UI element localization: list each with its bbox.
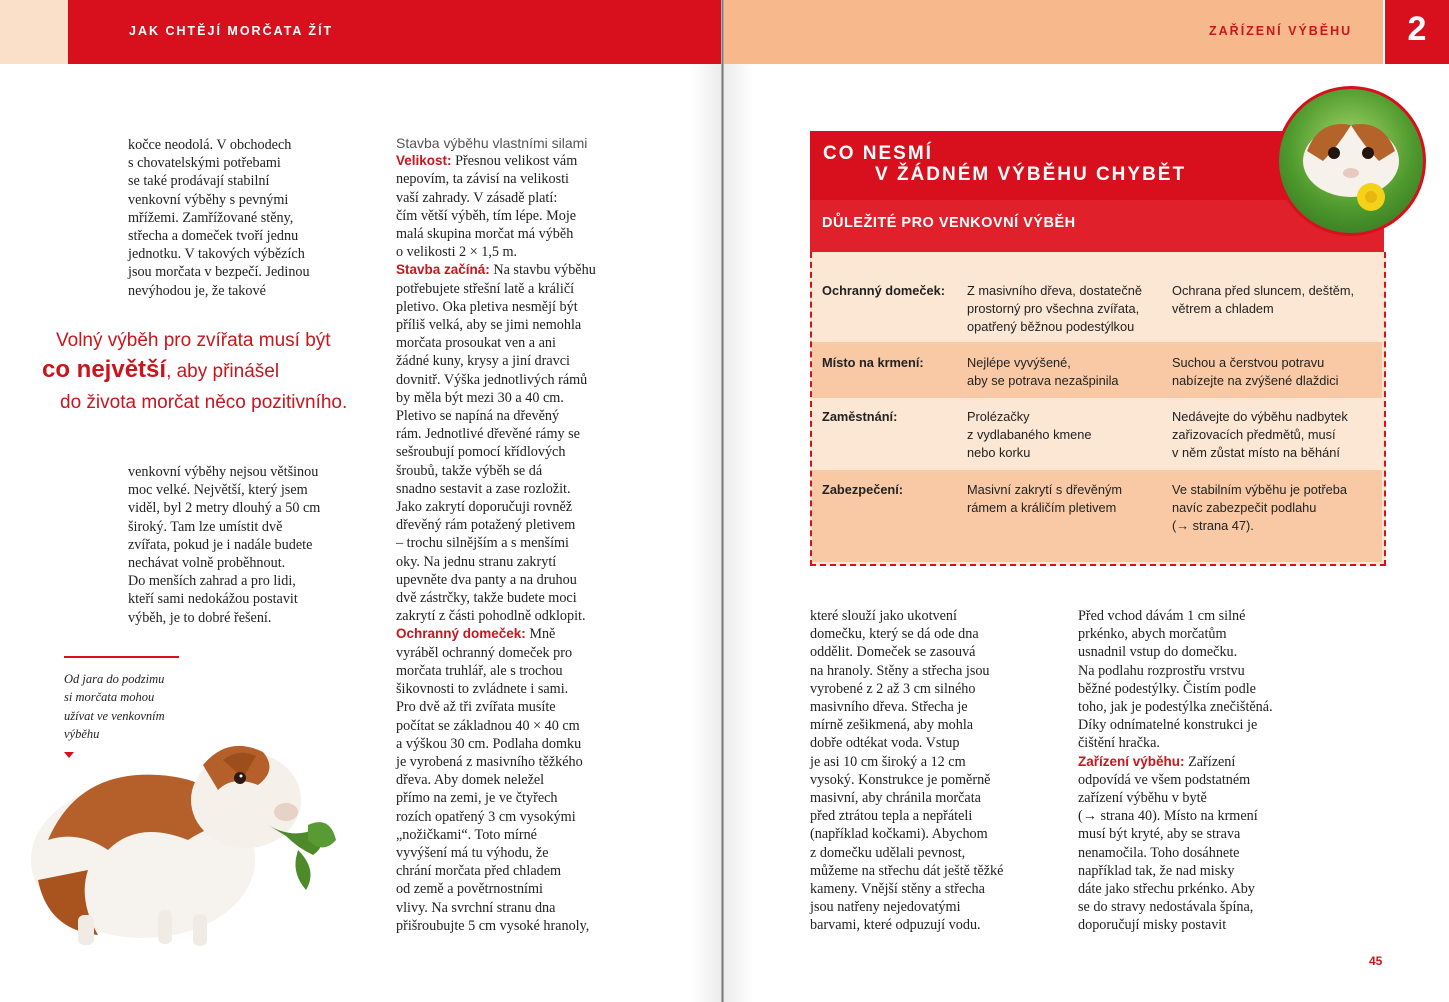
text-line: oky. Na jednu stranu zakrytí [396,553,557,570]
text-line: by měla být mezi 30 a 40 cm. [396,389,564,406]
text-line: o velikosti 2 × 1,5 m. [396,244,518,261]
text-line: malá skupina morčat má výběh [396,226,574,243]
text-line: běžné podestýlky. Čistím podle [1078,680,1256,697]
text-line: s chovatelskými potřebami [128,155,281,172]
paragraph-velikost-lines [396,153,626,261]
paragraph-domecek-lines [396,626,626,934]
text-line: moc velké. Největší, který jsem [128,482,308,499]
text-line: vlivy. Na svrchní stranu dna [396,899,556,916]
text-line: dáte jako střechu prkénko. Aby [1078,881,1255,898]
text-line: (→ strana 47). [1172,518,1254,533]
text-line: se také prodávají stabilní [128,173,270,190]
section-heading: Stavba výběhu vlastními silami [396,135,588,151]
running-head-left: JAK CHTĚJÍ MORČATA ŽÍT [129,24,334,38]
text-line: od země a povětrnostními [396,881,543,898]
text-line: dřevěný rám potažený pletivem [396,517,576,534]
text-line: (například kočkami). Abychom [810,826,988,843]
header-left-accent [0,0,68,64]
text-line: jsou natřeny nejedovatými [810,899,961,916]
text-line: Do menších zahrad a pro lidi, [128,573,296,590]
table-cell-col3 [1172,408,1348,462]
pull-quote-emphasis: co největší [42,356,167,383]
text-line: výběh, je to dobré řešení. [128,609,272,626]
table-row-label: Zabezpečení: [822,482,904,497]
text-line: je vyrobená z masivního těžkého [396,753,583,770]
text-line: příliš velká, aby se jimi nemohla [396,317,582,334]
text-line: prostorný pro všechna zvířata, [967,301,1140,316]
text-line: široký. Tam lze umístit dvě [128,518,283,535]
text-line: kteří sami nedokážou postavit [128,591,298,608]
text-line: výběhu [64,726,100,741]
text-line: si morčata mohou [64,690,155,705]
text-line: čištění hračka. [1078,735,1160,752]
text-line: Pro dvě až tři zvířata musíte [396,699,556,716]
right-col2-top-lines [1078,607,1328,753]
text-line: dvě zástrčky, takže budete moci [396,590,577,607]
infobox-subtitle: DŮLEŽITÉ PRO VENKOVNÍ VÝBĚH [822,215,1076,231]
text-line: střecha a domeček tvoří jednu [128,228,299,245]
text-line: jednotku. V takových výbězích [128,246,305,263]
text-line: venkovní výběhy s pevnými [128,191,289,208]
text-line: vyrobené z 2 až 3 cm silného [810,680,976,697]
text-line: Na podlahu rozprostřu vrstvu [1078,662,1245,679]
pull-quote-line2 [42,356,279,384]
text-line: Ve stabilním výběhu je potřeba [1172,482,1348,497]
text-line: je asi 10 cm široký a 12 cm [810,753,966,770]
text-line: zakrytí z části pohodlně odklopit. [396,608,586,625]
right-col2 [1078,607,1328,935]
text-line: Prolézačky [967,409,1030,424]
text-line: zařizovacích předmětů, musí [1172,427,1336,442]
text-line: morčata truhlář, ale s trochou [396,662,563,679]
text-line: Na stavbu výběhu [489,262,596,279]
table-cell-col3 [1172,481,1347,535]
caption-rule [64,656,179,658]
text-line: navíc zabezpečit podlahu [1172,500,1317,515]
text-line: venkovní výběhy nejsou většinou [128,464,319,480]
text-line: domečku, který se dá ode dna [810,626,979,643]
guinea-pig-face-icon [1279,89,1423,233]
paragraph-velikost [396,152,626,261]
pull-quote-line3: do života morčat něco pozitivního. [60,392,348,413]
text-line: prkénko, abych morčatům [1078,626,1227,643]
text-line: Zařízení [1184,753,1236,770]
left-col1-bottom [128,463,368,627]
table-row-label: Místo na krmení: [822,355,924,370]
left-col2 [396,134,626,935]
text-line: odpovídá ve všem podstatném [1078,771,1251,788]
text-line: dobře odtékat voda. Vstup [810,735,960,752]
text-line: morčata prosoukat ven a ani [396,335,556,352]
text-line: vaší zahrady. V zásadě platí: [396,189,558,206]
text-line: snadno sestavit a zase rozložit. [396,480,571,497]
text-line: nenamočila. Toho dosáhnete [1078,844,1240,861]
text-line: viděl, byl 2 metry dlouhý a 50 cm [128,500,321,517]
text-line: Jako zakrytí doporučuji rovněž [396,499,573,516]
text-line: pletivo. Oka pletiva nesmějí být [396,298,578,315]
text-line: můžeme na střechu dát ještě těžké [810,862,1004,879]
text-line: například tak, že nad misky [1078,862,1235,879]
text-line: doporučují misky postavit [1078,917,1227,934]
text-line: v něm zůstat místo na běhání [1172,445,1340,460]
text-line: kočce neodolá. V obchodech [128,137,292,153]
text-line: potřebujete střešní latě a králičí [396,280,575,297]
text-line: Mně [525,626,556,643]
text-line: čím větší výběh, tím lépe. Moje [396,207,577,224]
text-line: dovnitř. Výška jednotlivých rámů [396,371,588,388]
table-cell-col2 [967,481,1122,517]
paragraph-stavba [396,261,626,625]
text-line: chrání morčata před chladem [396,863,562,880]
table-cell-col2 [967,282,1142,336]
text-line: rám. Jednotlivé dřevěné rámy se [396,426,580,443]
text-line: které slouží jako ukotvení [810,608,957,624]
table-cell-col2 [967,408,1092,462]
paragraph-stavba-lines [396,262,626,625]
infobox-title-line2: V ŽÁDNÉM VÝBĚHU CHYBĚT [875,164,1187,185]
text-line: užívat ve venkovním [64,708,165,723]
guinea-pig-photo [18,730,348,955]
text-line: toho, jak je podestýlka znečištěná. [1078,699,1273,716]
gutter-shadow-right [724,64,754,1002]
text-line: šikovnosti to zvládnete i sami. [396,681,569,698]
text-line: Ochrana před sluncem, deštěm, [1172,283,1355,298]
spine-line [721,0,724,1002]
chapter-number: 2 [1407,10,1427,48]
table-row-label: Zaměstnání: [822,409,898,424]
text-line: z vydlabaného kmene [967,427,1092,442]
text-line: před ztrátou tepla a nepřáteli [810,808,973,825]
text-line: „nožičkami“. Toto mírné [396,826,537,843]
text-line: (→ strana 40). Místo na krmení [1078,808,1258,825]
text-line: vyvýšení má tu výhodu, že [396,844,549,861]
text-line: šroubů, takže výběh se dá [396,462,543,479]
text-line: se do stravy nedostávala špína, [1078,899,1254,916]
text-line: Nedávejte do výběhu nadbytek [1172,409,1348,424]
text-line: Masivní zakrytí s dřevěným [967,482,1123,497]
running-head-right: ZAŘÍZENÍ VÝBĚHU [1209,24,1353,38]
paragraph-domecek [396,625,626,934]
text-line: oddělit. Domeček se zasouvá [810,644,976,661]
text-line: počítat se základnou 40 × 40 cm [396,717,580,734]
text-line: aby se potrava nezašpinila [967,373,1119,388]
text-line: masivní, aby chránila morčata [810,790,981,807]
text-line: jsou morčata v bezpečí. Jedinou [128,264,310,281]
text-line: – trochu silnějším a s menšími [396,535,569,552]
text-line: zvířata, pokud je i nadále budete [128,536,313,553]
text-line: dřeva. Aby domek neležel [396,772,545,789]
gutter-shadow-left [690,64,722,1002]
paragraph-zarizeni [1078,753,1328,935]
text-line: sešroubují pomocí křídlových [396,444,566,461]
keyword-domecek: Ochranný domeček: [396,626,526,642]
text-line: přišroubujte 5 cm vysoké hranoly, [396,917,590,934]
text-line: zařízení výběhu v bytě [1078,790,1207,807]
text-line: vyráběl ochranný domeček pro [396,644,573,661]
left-col1-bottom-lines [128,463,368,627]
keyword-velikost: Velikost: [396,153,452,169]
text-line: rozích opatřený 3 cm vysokými [396,808,576,825]
text-line: větrem a chladem [1172,301,1274,316]
text-line: Přesnou velikost vám [451,153,578,170]
infobox-title-line1: CO NESMÍ [823,143,933,164]
left-col1-top-lines [128,136,358,300]
text-line: Díky odnímatelné konstrukci je [1078,717,1258,734]
text-line: mírně zešikmená, aby mohla [810,717,974,734]
text-line: z domečku udělali pevnost, [810,844,966,861]
guinea-pig-circle-photo [1276,86,1426,236]
paragraph-zarizeni-lines [1078,754,1328,935]
pull-quote-line2-rest: , aby přinášel [166,361,280,382]
table-cell-col3 [1172,282,1354,318]
table-row-label: Ochranný domeček: [822,283,946,298]
text-line: žádné kuny, krysy a jiní dravci [396,353,571,370]
text-line: Z masivního dřeva, dostatečně [967,283,1142,298]
text-line: Před vchod dávám 1 cm silné [1078,608,1246,624]
text-line: a výškou 30 cm. Podlaha domku [396,735,582,752]
text-line: na hranoly. Stěny a střecha jsou [810,662,990,679]
pull-quote-line1: Volný výběh pro zvířata musí být [56,330,331,351]
text-line: přímo na zemi, je ve čtyřech [396,790,558,807]
right-col1-lines [810,607,1060,935]
left-col1-top [128,136,358,300]
table-cell-col2 [967,354,1119,390]
right-col1 [810,607,1060,935]
text-line: opatřený běžnou podestýlkou [967,319,1135,334]
text-line: musí být kryté, aby se strava [1078,826,1241,843]
text-line: kameny. Vnější stěny a střecha [810,881,985,898]
text-line: nabízejte na zvýšené dlaždici [1172,373,1339,388]
text-line: mřížemi. Zamřížované stěny, [128,209,294,226]
keyword-zarizeni: Zařízení výběhu: [1078,753,1185,769]
table-cell-col3 [1172,354,1338,390]
text-line: usnadnil vstup do domečku. [1078,644,1238,661]
page-number: 45 [1369,954,1383,968]
text-line: masivního dřeva. Střecha je [810,699,968,716]
text-line: barvami, které odpuzují vodu. [810,917,981,934]
keyword-stavba: Stavba začíná: [396,262,490,278]
text-line: nechávat volně proběhnout. [128,555,286,572]
text-line: Pletivo se napíná na dřevěný [396,408,560,425]
text-line: Suchou a čerstvou potravu [1172,355,1325,370]
text-line: Nejlépe vyvýšené, [967,355,1071,370]
text-line: nebo korku [967,445,1031,460]
text-line: Od jara do podzimu [64,672,165,686]
text-line: rámem a králičím pletivem [967,500,1117,515]
text-line: upevněte dva panty a na druhou [396,571,577,588]
text-line: vysoký. Konstrukce je poměrně [810,771,991,788]
text-line: nevýhodou je, že takové [128,282,266,299]
text-line: nepovím, ta závisí na velikosti [396,171,569,188]
